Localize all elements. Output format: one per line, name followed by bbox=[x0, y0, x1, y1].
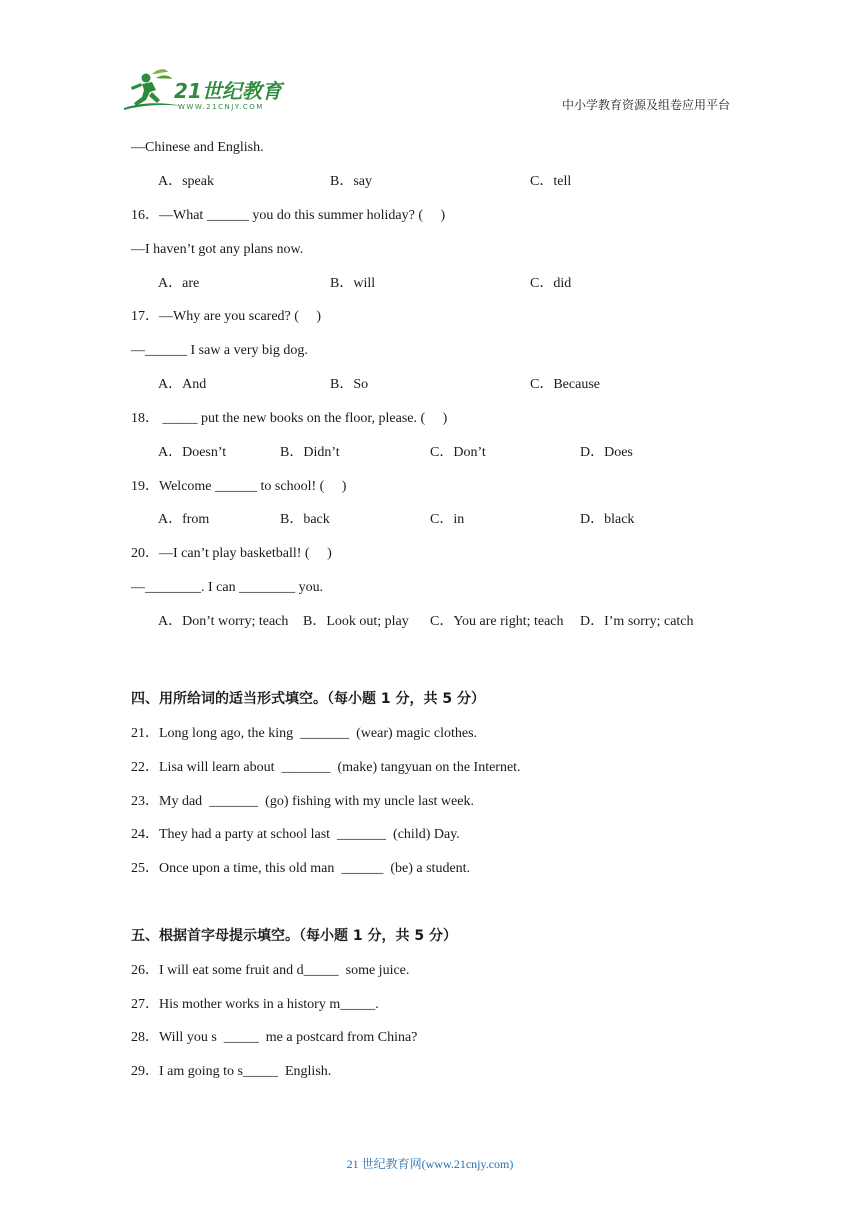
q26: 26．I will eat some fruit and d_____ some juice. bbox=[131, 963, 410, 978]
q20-question: 20．—I can’t play basketball! ( ) bbox=[131, 546, 332, 561]
q27: 27．His mother works in a history m_____. bbox=[131, 997, 379, 1012]
q19-option-b: B．back bbox=[280, 512, 330, 527]
q17-option-c: C．Because bbox=[530, 377, 600, 392]
section-4-title: 四、用所给词的适当形式填空。（每小题 1 分，共 5 分） bbox=[131, 691, 485, 707]
page-header bbox=[0, 0, 860, 120]
q22: 22．Lisa will learn about _______ (make) tangyuan on the Internet. bbox=[131, 760, 521, 775]
q18-option-c: C．Don’t bbox=[430, 445, 486, 460]
q16-question: 16．—What ______ you do this summer holiday? ( ) bbox=[131, 208, 446, 223]
q18-option-a: A．Doesn’t bbox=[158, 445, 227, 460]
q20-option-c: C．You are right; teach bbox=[430, 614, 564, 629]
q17-reply: —______ I saw a very big dog. bbox=[131, 343, 308, 358]
header-platform-text: 中小学教育资源及组卷应用平台 bbox=[561, 98, 730, 112]
q20-option-a: A．Don’t worry; teach bbox=[158, 614, 289, 629]
q29: 29．I am going to s_____ English. bbox=[131, 1064, 332, 1079]
logo bbox=[122, 66, 292, 116]
page-footer: 21 世纪教育网(www.21cnjy.com) bbox=[346, 1157, 514, 1171]
q18-question: 18． _____ put the new books on the floor, please. ( ) bbox=[131, 411, 448, 426]
q16-option-c: C．did bbox=[530, 276, 572, 291]
q15-option-b: B．say bbox=[330, 174, 372, 189]
q18-option-b: B．Didn’t bbox=[280, 445, 340, 460]
runner-logo-icon bbox=[122, 66, 292, 116]
section-5-title: 五、根据首字母提示填空。（每小题 1 分，共 5 分） bbox=[131, 928, 457, 944]
q17-option-b: B．So bbox=[330, 377, 369, 392]
q21: 21．Long long ago, the king _______ (wear) magic clothes. bbox=[131, 726, 478, 741]
q15-option-a: A．speak bbox=[158, 174, 214, 189]
q19-option-c: C．in bbox=[430, 512, 465, 527]
q18-option-d: D．Does bbox=[580, 445, 633, 460]
svg-text:WWW.21CNJY.COM: WWW.21CNJY.COM bbox=[178, 103, 264, 111]
q16-option-b: B．will bbox=[330, 276, 376, 291]
q28: 28．Will you s _____ me a postcard from China? bbox=[131, 1030, 418, 1045]
q24: 24．They had a party at school last _______ (child) Day. bbox=[131, 827, 460, 842]
q19-question: 19．Welcome ______ to school! ( ) bbox=[131, 479, 347, 494]
q19-option-d: D．black bbox=[580, 512, 635, 527]
q20-option-d: D．I’m sorry; catch bbox=[580, 614, 694, 629]
q20-reply: —________. I can ________ you. bbox=[131, 580, 324, 595]
svg-text:21世纪教育: 21世纪教育 bbox=[174, 79, 282, 103]
q25: 25．Once upon a time, this old man ______ (be) a student. bbox=[131, 861, 471, 876]
q20-option-b: B．Look out; play bbox=[303, 614, 409, 629]
q16-option-a: A．are bbox=[158, 276, 200, 291]
q16-reply: —I haven’t got any plans now. bbox=[131, 242, 304, 257]
q19-option-a: A．from bbox=[158, 512, 210, 527]
q23: 23．My dad _______ (go) fishing with my uncle last week. bbox=[131, 794, 474, 809]
q15-answer-line: —Chinese and English. bbox=[131, 140, 264, 155]
q17-option-a: A．And bbox=[158, 377, 207, 392]
q15-option-c: C．tell bbox=[530, 174, 572, 189]
q17-question: 17．—Why are you scared? ( ) bbox=[131, 309, 322, 324]
